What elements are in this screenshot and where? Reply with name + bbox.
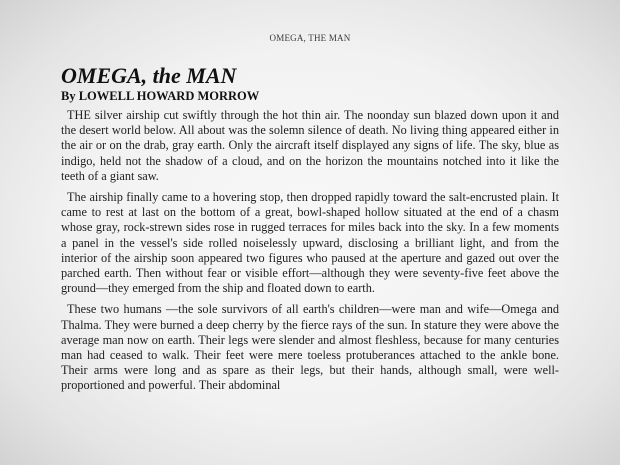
story-title: OMEGA, the MAN	[61, 63, 237, 88]
story-byline: By LOWELL HOWARD MORROW	[61, 89, 260, 103]
story-body	[61, 64, 559, 400]
running-head: OMEGA, THE MAN	[269, 33, 351, 43]
paragraph-3: These two humans —the sole survivors of all earth's children—were man and wife—Omega and Thalma. They were burned a deep cherry by the fierce rays of the sun. In stature they were above the average man now on earth. Their legs were slender and almost fleshless, because for many centuries man had ceased to walk. Their feet were mere toeless protuberances attached to the ankle bone. Their arms were long and as spare as their legs, but their hands, although small, were well-proportioned and powerful. Their abdominal	[61, 302, 559, 393]
paragraph-2: The airship finally came to a hovering stop, then dropped rapidly toward the salt-encrusted plain. It came to rest at last on the bottom of a great, bowl-shaped hollow situated at the end of a chasm whose gray, rock-strewn sides rose in rugged terraces for miles back into the sky. In a few moments a panel in the vessel's side rolled noiselessly upward, disclosing a brilliant light, and from the interior of the airship soon appeared two figures who paused at the aperture and gazed out over the parched earth. Then without fear or visible effort—although they were seventy-five feet above the ground—they emerged from the ship and floated down to earth.	[61, 190, 559, 296]
paragraph-1: THE silver airship cut swiftly through the hot thin air. The noonday sun blazed down upon it and the desert world below. All about was the solemn silence of death. No living thing appeared either in the air or on the drab, gray earth. Only the aircraft itself displayed any signs of life. The sky, blue as indigo, held not the shadow of a cloud, and on the horizon the mountains notched into it like the teeth of a giant saw.	[61, 108, 559, 183]
